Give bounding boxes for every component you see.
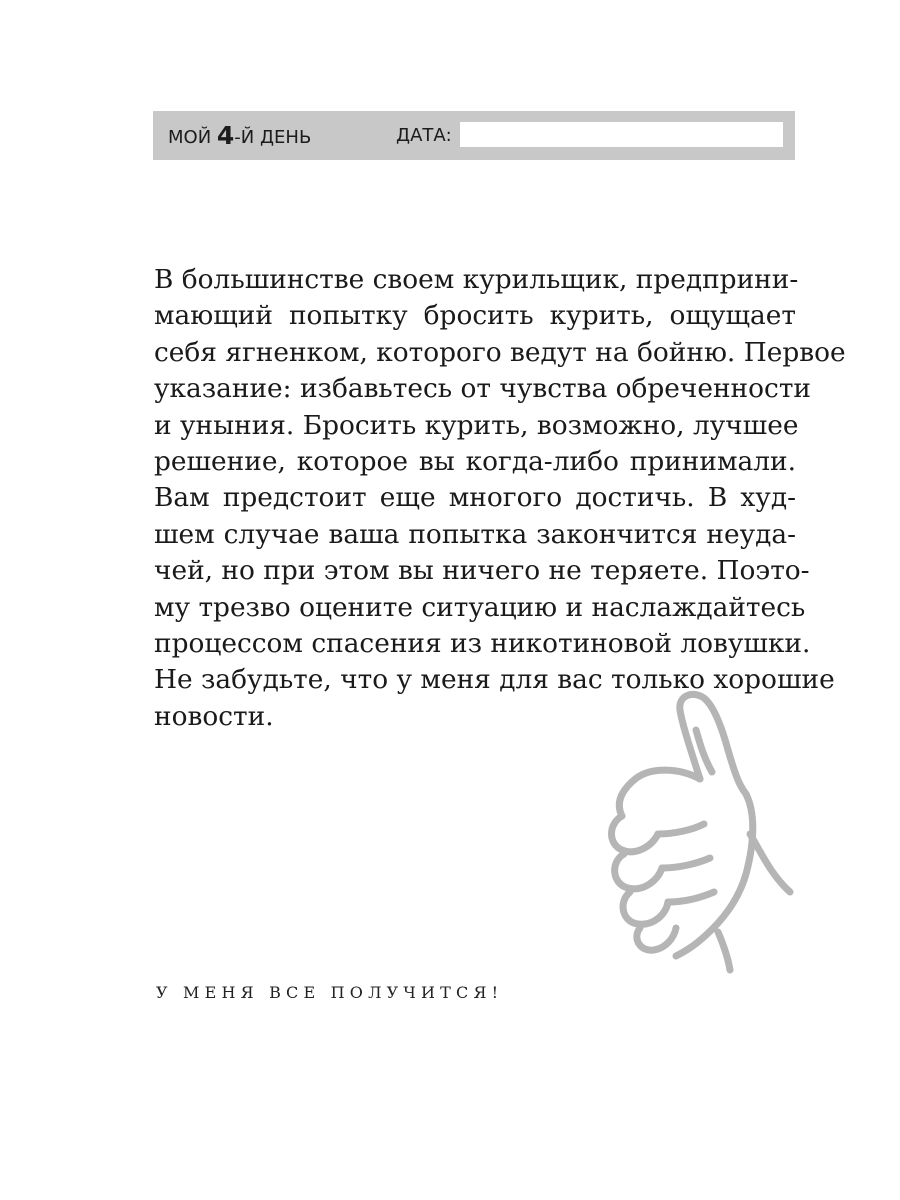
body-line: В большинстве своем курильщик, предприни- bbox=[154, 264, 799, 295]
body-line: Вам предстоит еще многого достичь. В худ- bbox=[154, 482, 796, 514]
body-line: новости. bbox=[154, 700, 274, 732]
body-paragraph bbox=[154, 262, 846, 735]
day-header-bar bbox=[153, 111, 795, 160]
day-suffix: -Й ДЕНЬ bbox=[234, 127, 312, 148]
body-line: му трезво оцените ситуацию и наслаждайтесь bbox=[154, 591, 806, 623]
day-number: 4 bbox=[216, 121, 235, 150]
motto: У МЕНЯ ВСЕ ПОЛУЧИТСЯ! bbox=[156, 983, 504, 1002]
body-line: мающий попытку бросить курить, ощущает bbox=[154, 300, 796, 332]
body-line: чей, но при этом вы ничего не теряете. Поэто- bbox=[154, 555, 810, 587]
body-line: себя ягненком, которого ведут на бойню. Первое bbox=[154, 336, 846, 368]
day-label bbox=[168, 111, 311, 160]
body-line: решение, которое вы когда-либо принимали. bbox=[154, 446, 796, 478]
body-line: указание: избавьтесь от чувства обреченности bbox=[154, 373, 812, 405]
body-line: Не забудьте, что у меня для вас только хорошие bbox=[154, 664, 835, 696]
day-prefix: МОЙ bbox=[168, 127, 217, 148]
body-line: и уныния. Бросить курить, возможно, лучшее bbox=[154, 409, 799, 441]
date-field[interactable] bbox=[460, 122, 783, 147]
date-label: ДАТА: bbox=[396, 125, 452, 146]
body-line: шем случае ваша попытка закончится неуда- bbox=[154, 518, 796, 550]
body-line: процессом спасения из никотиновой ловушки. bbox=[154, 628, 811, 660]
